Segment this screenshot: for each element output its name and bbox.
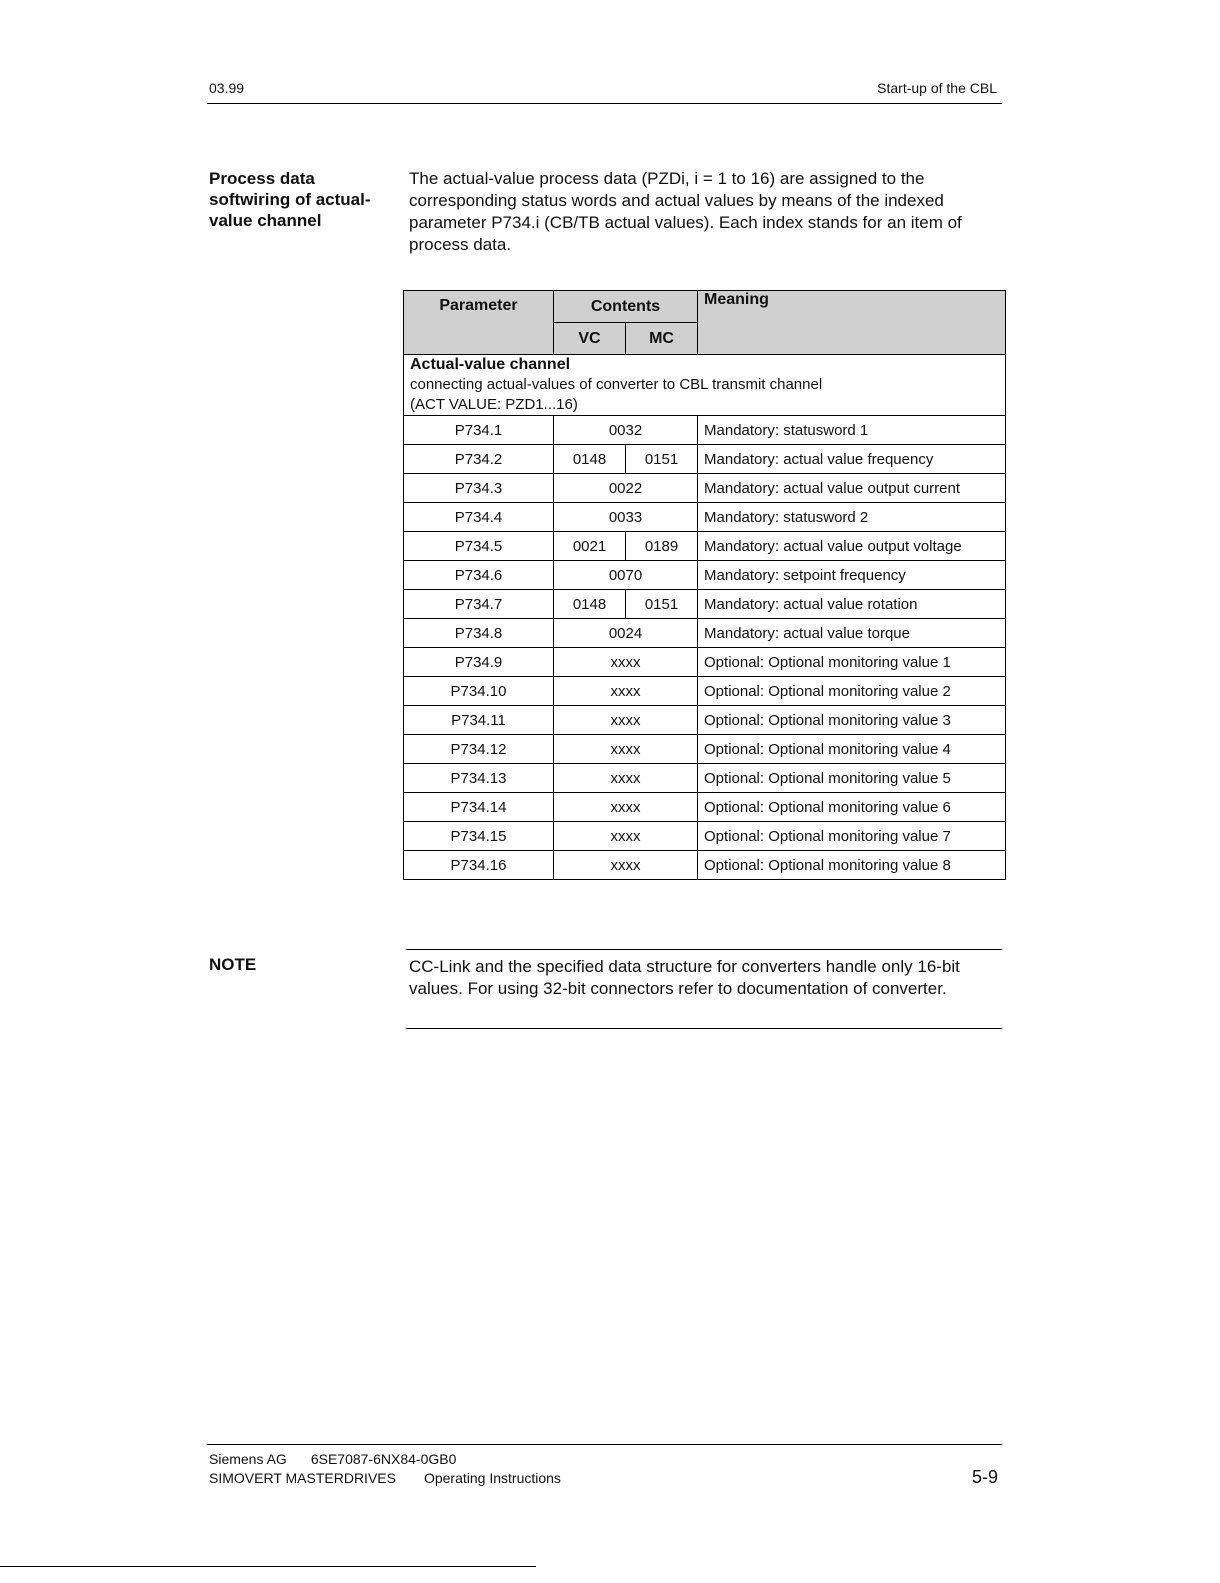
group-title: Actual-value channel bbox=[410, 356, 571, 373]
note-text: CC-Link and the specified data structure for converters handle only 16-bit values. For using 32-bit connectors refer to documentation of converter. bbox=[409, 957, 960, 998]
meaning-cell: Mandatory: actual value output voltage bbox=[698, 532, 1006, 561]
contents-cell: 0022 bbox=[554, 474, 698, 503]
parameter-cell: P734.14 bbox=[404, 793, 554, 822]
meaning-cell: Optional: Optional monitoring value 6 bbox=[698, 793, 1006, 822]
footer-product: SIMOVERT MASTERDRIVES bbox=[209, 1470, 396, 1486]
group-description: connecting actual-values of converter to CBL transmit channel bbox=[410, 376, 823, 393]
parameter-cell: P734.5 bbox=[404, 532, 554, 561]
col-header-vc: VC bbox=[554, 323, 626, 355]
parameter-cell: P734.8 bbox=[404, 619, 554, 648]
mc-cell: 0151 bbox=[626, 445, 698, 474]
meaning-cell: Mandatory: actual value torque bbox=[698, 619, 1006, 648]
parameter-cell: P734.15 bbox=[404, 822, 554, 851]
meaning-cell: Optional: Optional monitoring value 7 bbox=[698, 822, 1006, 851]
group-cell bbox=[404, 355, 1006, 416]
footer-company: Siemens AG bbox=[209, 1451, 287, 1467]
vc-cell: 0021 bbox=[554, 532, 626, 561]
contents-cell: 0070 bbox=[554, 561, 698, 590]
group-row bbox=[404, 355, 1006, 416]
group-signal-range: (ACT VALUE: PZD1...16) bbox=[410, 396, 578, 413]
meaning-cell: Optional: Optional monitoring value 4 bbox=[698, 735, 1006, 764]
note-divider-top bbox=[406, 949, 1002, 950]
footer-divider bbox=[207, 1444, 1002, 1445]
parameter-cell: P734.13 bbox=[404, 764, 554, 793]
intro-paragraph: The actual-value process data (PZDi, i = 1 to 16) are assigned to the corresponding status words and actual values by means of the indexed parameter P734.i (CB/TB actual values). Each index stands for an item of process data. bbox=[409, 169, 962, 254]
contents-cell: xxxx bbox=[554, 735, 698, 764]
table-row bbox=[404, 619, 1006, 648]
parameter-cell: P734.3 bbox=[404, 474, 554, 503]
meaning-cell: Optional: Optional monitoring value 8 bbox=[698, 851, 1006, 880]
vc-cell: 0148 bbox=[554, 590, 626, 619]
actual-value-parameter-table bbox=[403, 290, 1006, 880]
parameter-cell: P734.16 bbox=[404, 851, 554, 880]
header-divider bbox=[207, 103, 1002, 104]
meaning-cell: Mandatory: setpoint frequency bbox=[698, 561, 1006, 590]
mc-cell: 0151 bbox=[626, 590, 698, 619]
footer-doc-type: Operating Instructions bbox=[423, 1470, 561, 1486]
table-row bbox=[404, 822, 1006, 851]
table-row bbox=[404, 590, 1006, 619]
table-row bbox=[404, 793, 1006, 822]
note-label: NOTE bbox=[209, 955, 257, 974]
contents-cell: 0033 bbox=[554, 503, 698, 532]
mc-cell: 0189 bbox=[626, 532, 698, 561]
bottom-edge-line bbox=[0, 1566, 536, 1567]
page-number: 5-9 bbox=[971, 1467, 998, 1487]
section-heading: Process data softwiring of actual-value channel bbox=[209, 169, 371, 230]
table-row bbox=[404, 503, 1006, 532]
table-row bbox=[404, 735, 1006, 764]
parameter-cell: P734.2 bbox=[404, 445, 554, 474]
vc-cell: 0148 bbox=[554, 445, 626, 474]
meaning-cell: Mandatory: actual value frequency bbox=[698, 445, 1006, 474]
contents-cell: xxxx bbox=[554, 706, 698, 735]
col-header-meaning: Meaning bbox=[698, 291, 1006, 355]
parameter-cell: P734.6 bbox=[404, 561, 554, 590]
meaning-cell: Optional: Optional monitoring value 2 bbox=[698, 677, 1006, 706]
contents-cell: xxxx bbox=[554, 793, 698, 822]
parameter-cell: P734.9 bbox=[404, 648, 554, 677]
parameter-cell: P734.10 bbox=[404, 677, 554, 706]
col-header-mc: MC bbox=[626, 323, 698, 355]
table-row bbox=[404, 532, 1006, 561]
col-header-contents: Contents bbox=[554, 291, 698, 323]
parameter-cell: P734.7 bbox=[404, 590, 554, 619]
footer-line-2 bbox=[209, 1470, 561, 1486]
contents-cell: xxxx bbox=[554, 677, 698, 706]
meaning-cell: Mandatory: actual value rotation bbox=[698, 590, 1006, 619]
footer-line-1 bbox=[209, 1451, 456, 1467]
contents-cell: xxxx bbox=[554, 648, 698, 677]
table-row bbox=[404, 851, 1006, 880]
note-divider-bottom bbox=[406, 1028, 1002, 1029]
meaning-cell: Mandatory: actual value output current bbox=[698, 474, 1006, 503]
header-section-title: Start-up of the CBL bbox=[877, 80, 997, 96]
header-date: 03.99 bbox=[209, 80, 245, 96]
table-row bbox=[404, 474, 1006, 503]
col-header-parameter: Parameter bbox=[404, 291, 554, 355]
table-row bbox=[404, 648, 1006, 677]
table-row bbox=[404, 764, 1006, 793]
parameter-cell: P734.4 bbox=[404, 503, 554, 532]
contents-cell: 0032 bbox=[554, 416, 698, 445]
table-row bbox=[404, 677, 1006, 706]
meaning-cell: Optional: Optional monitoring value 1 bbox=[698, 648, 1006, 677]
footer-order-number: 6SE7087-6NX84-0GB0 bbox=[310, 1451, 457, 1467]
table-row bbox=[404, 561, 1006, 590]
meaning-cell: Mandatory: statusword 1 bbox=[698, 416, 1006, 445]
contents-cell: xxxx bbox=[554, 764, 698, 793]
parameter-cell: P734.1 bbox=[404, 416, 554, 445]
contents-cell: xxxx bbox=[554, 851, 698, 880]
parameter-cell: P734.11 bbox=[404, 706, 554, 735]
meaning-cell: Optional: Optional monitoring value 5 bbox=[698, 764, 1006, 793]
table-row bbox=[404, 706, 1006, 735]
contents-cell: 0024 bbox=[554, 619, 698, 648]
contents-cell: xxxx bbox=[554, 822, 698, 851]
parameter-cell: P734.12 bbox=[404, 735, 554, 764]
meaning-cell: Mandatory: statusword 2 bbox=[698, 503, 1006, 532]
table-row bbox=[404, 416, 1006, 445]
table-row bbox=[404, 445, 1006, 474]
meaning-cell: Optional: Optional monitoring value 3 bbox=[698, 706, 1006, 735]
